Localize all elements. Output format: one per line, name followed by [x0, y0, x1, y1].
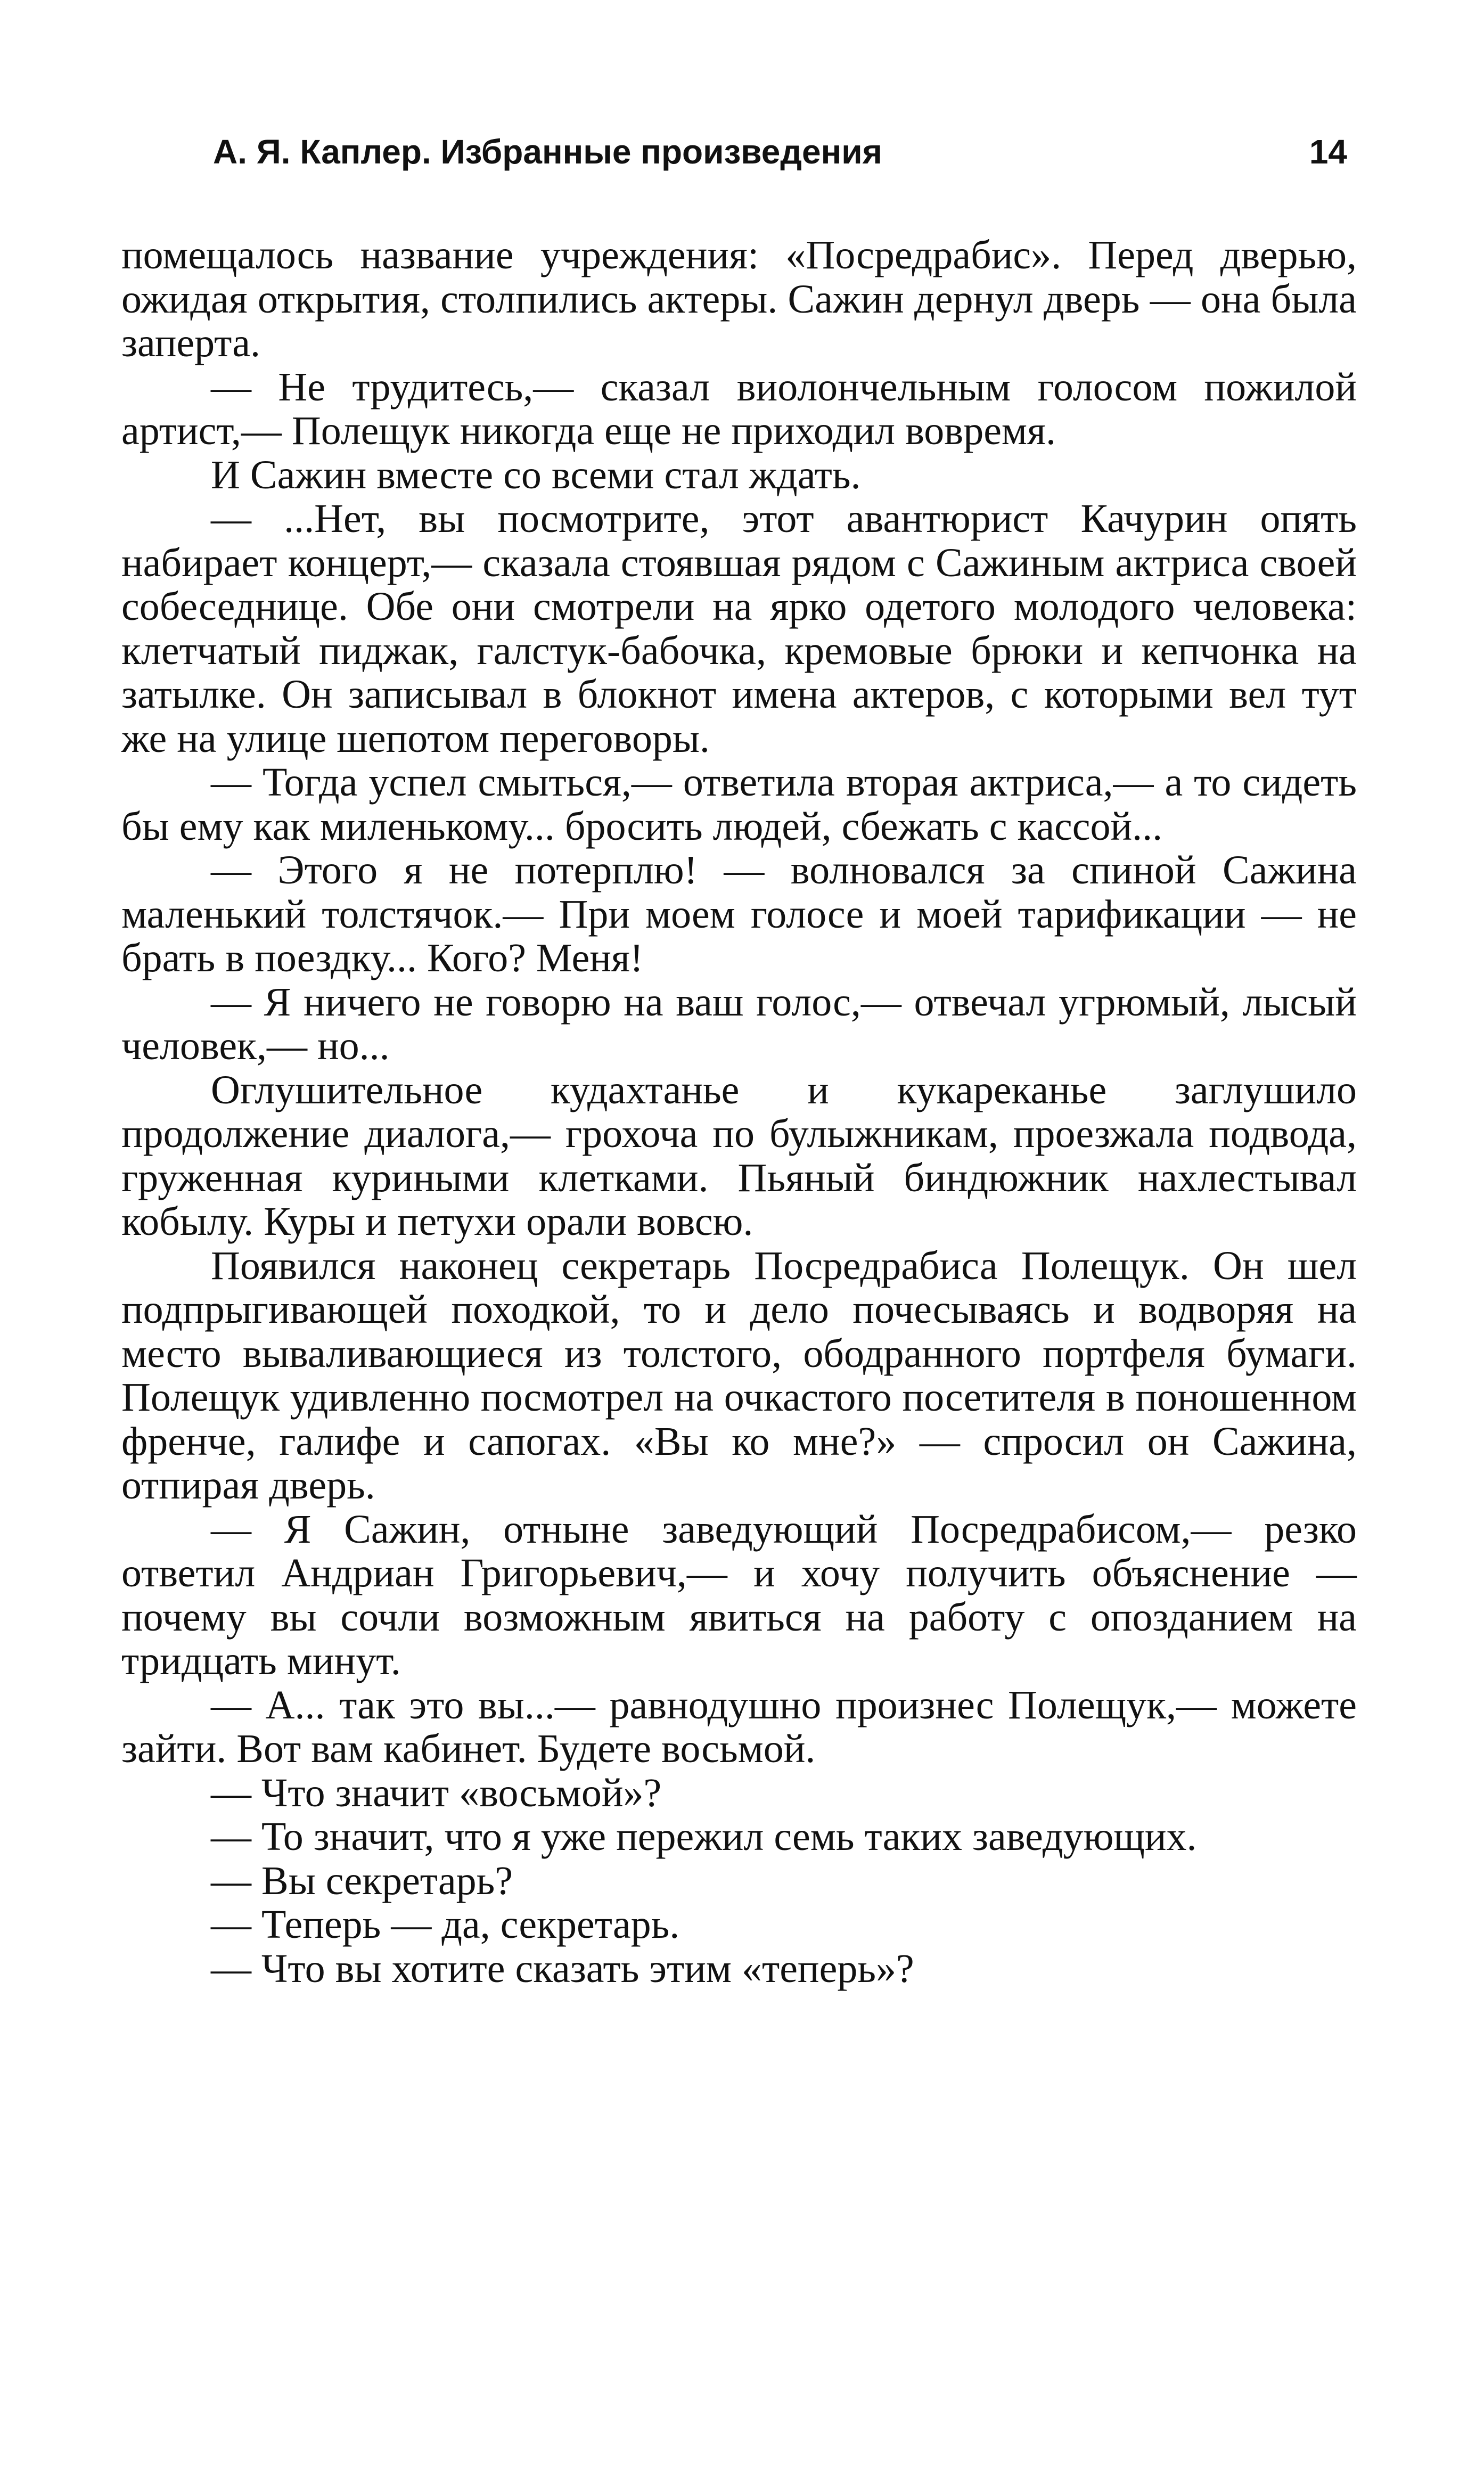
paragraph: — Что значит «восьмой»? [211, 1770, 662, 1815]
paragraph: — Вы секретарь? [211, 1858, 513, 1903]
paragraph: — Не трудитесь,— сказал виолончельным голосом пожилой артист,— Полещук никогда еще не приходил вовремя. [121, 364, 1357, 453]
body-text [121, 233, 1357, 1991]
paragraph: — Я Сажин, отныне заведующий Посредрабисом,— резко ответил Андриан Григорьевич,— и хочу получить объяснение — почему вы сочли возможным явиться на работу с опозданием на тридцать минут. [121, 1506, 1357, 1683]
paragraph: — Этого я не потерплю! — волновался за спиной Сажина маленький толстячок.— При моем голосе и моей тарификации — не брать в поездку... Кого? Меня! [121, 848, 1357, 980]
paragraph: — Я ничего не говорю на ваш голос,— отвечал угрюмый, лысый человек,— но... [121, 979, 1357, 1068]
running-header [213, 122, 1347, 181]
paragraph: — Теперь — да, секретарь. [211, 1902, 680, 1947]
paragraph: — А... так это вы...— равнодушно произнес Полещук,— можете зайти. Вот вам кабинет. Будете восьмой. [121, 1682, 1357, 1771]
paragraph: Оглушительное кудахтанье и кукареканье заглушило продолжение диалога,— грохоча по булыжникам, проезжала подвода, груженная куриными клетками. Пьяный биндюжник нахлестывал кобылу. Куры и петухи орали вовсю. [121, 1067, 1357, 1244]
paragraph: — Что вы хотите сказать этим «теперь»? [211, 1946, 914, 1991]
paragraph: — Тогда успел смыться,— ответила вторая актриса,— а то сидеть бы ему как миленькому... бросить людей, сбежать с кассой... [121, 760, 1357, 849]
book-title: А. Я. Каплер. Избранные произведения [213, 133, 882, 171]
paragraph: — ...Нет, вы посмотрите, этот авантюрист Качурин опять набирает концерт,— сказала стоявшая рядом с Сажиным актриса своей собеседнице. Обе они смотрели на ярко одетого молодого человека: клетчатый пиджак, галстук-бабочка, кремовые брюки и кепчонка на затылке. Он записывал в блокнот имена актеров, с которыми вел тут же на улице шепотом переговоры. [121, 496, 1357, 761]
paragraph: — То значит, что я уже пережил семь таких заведующих. [211, 1814, 1197, 1859]
paragraph: помещалось название учреждения: «Посредрабис». Перед дверью, ожидая открытия, столпились актеры. Сажин дернул дверь — она была заперта. [121, 233, 1357, 365]
paragraph: И Сажин вместе со всеми стал ждать. [211, 452, 861, 497]
paragraph: Появился наконец секретарь Посредрабиса Полещук. Он шел подпрыгивающей походкой, то и дело почесываясь и водворяя на место вываливающиеся из толстого, ободранного портфеля бумаги. Полещук удивленно посмотрел на очкастого посетителя в поношенном френче, галифе и сапогах. «Вы ко мне?» — спросил он Сажина, отпирая дверь. [121, 1243, 1357, 1508]
page-number: 14 [1309, 133, 1347, 171]
